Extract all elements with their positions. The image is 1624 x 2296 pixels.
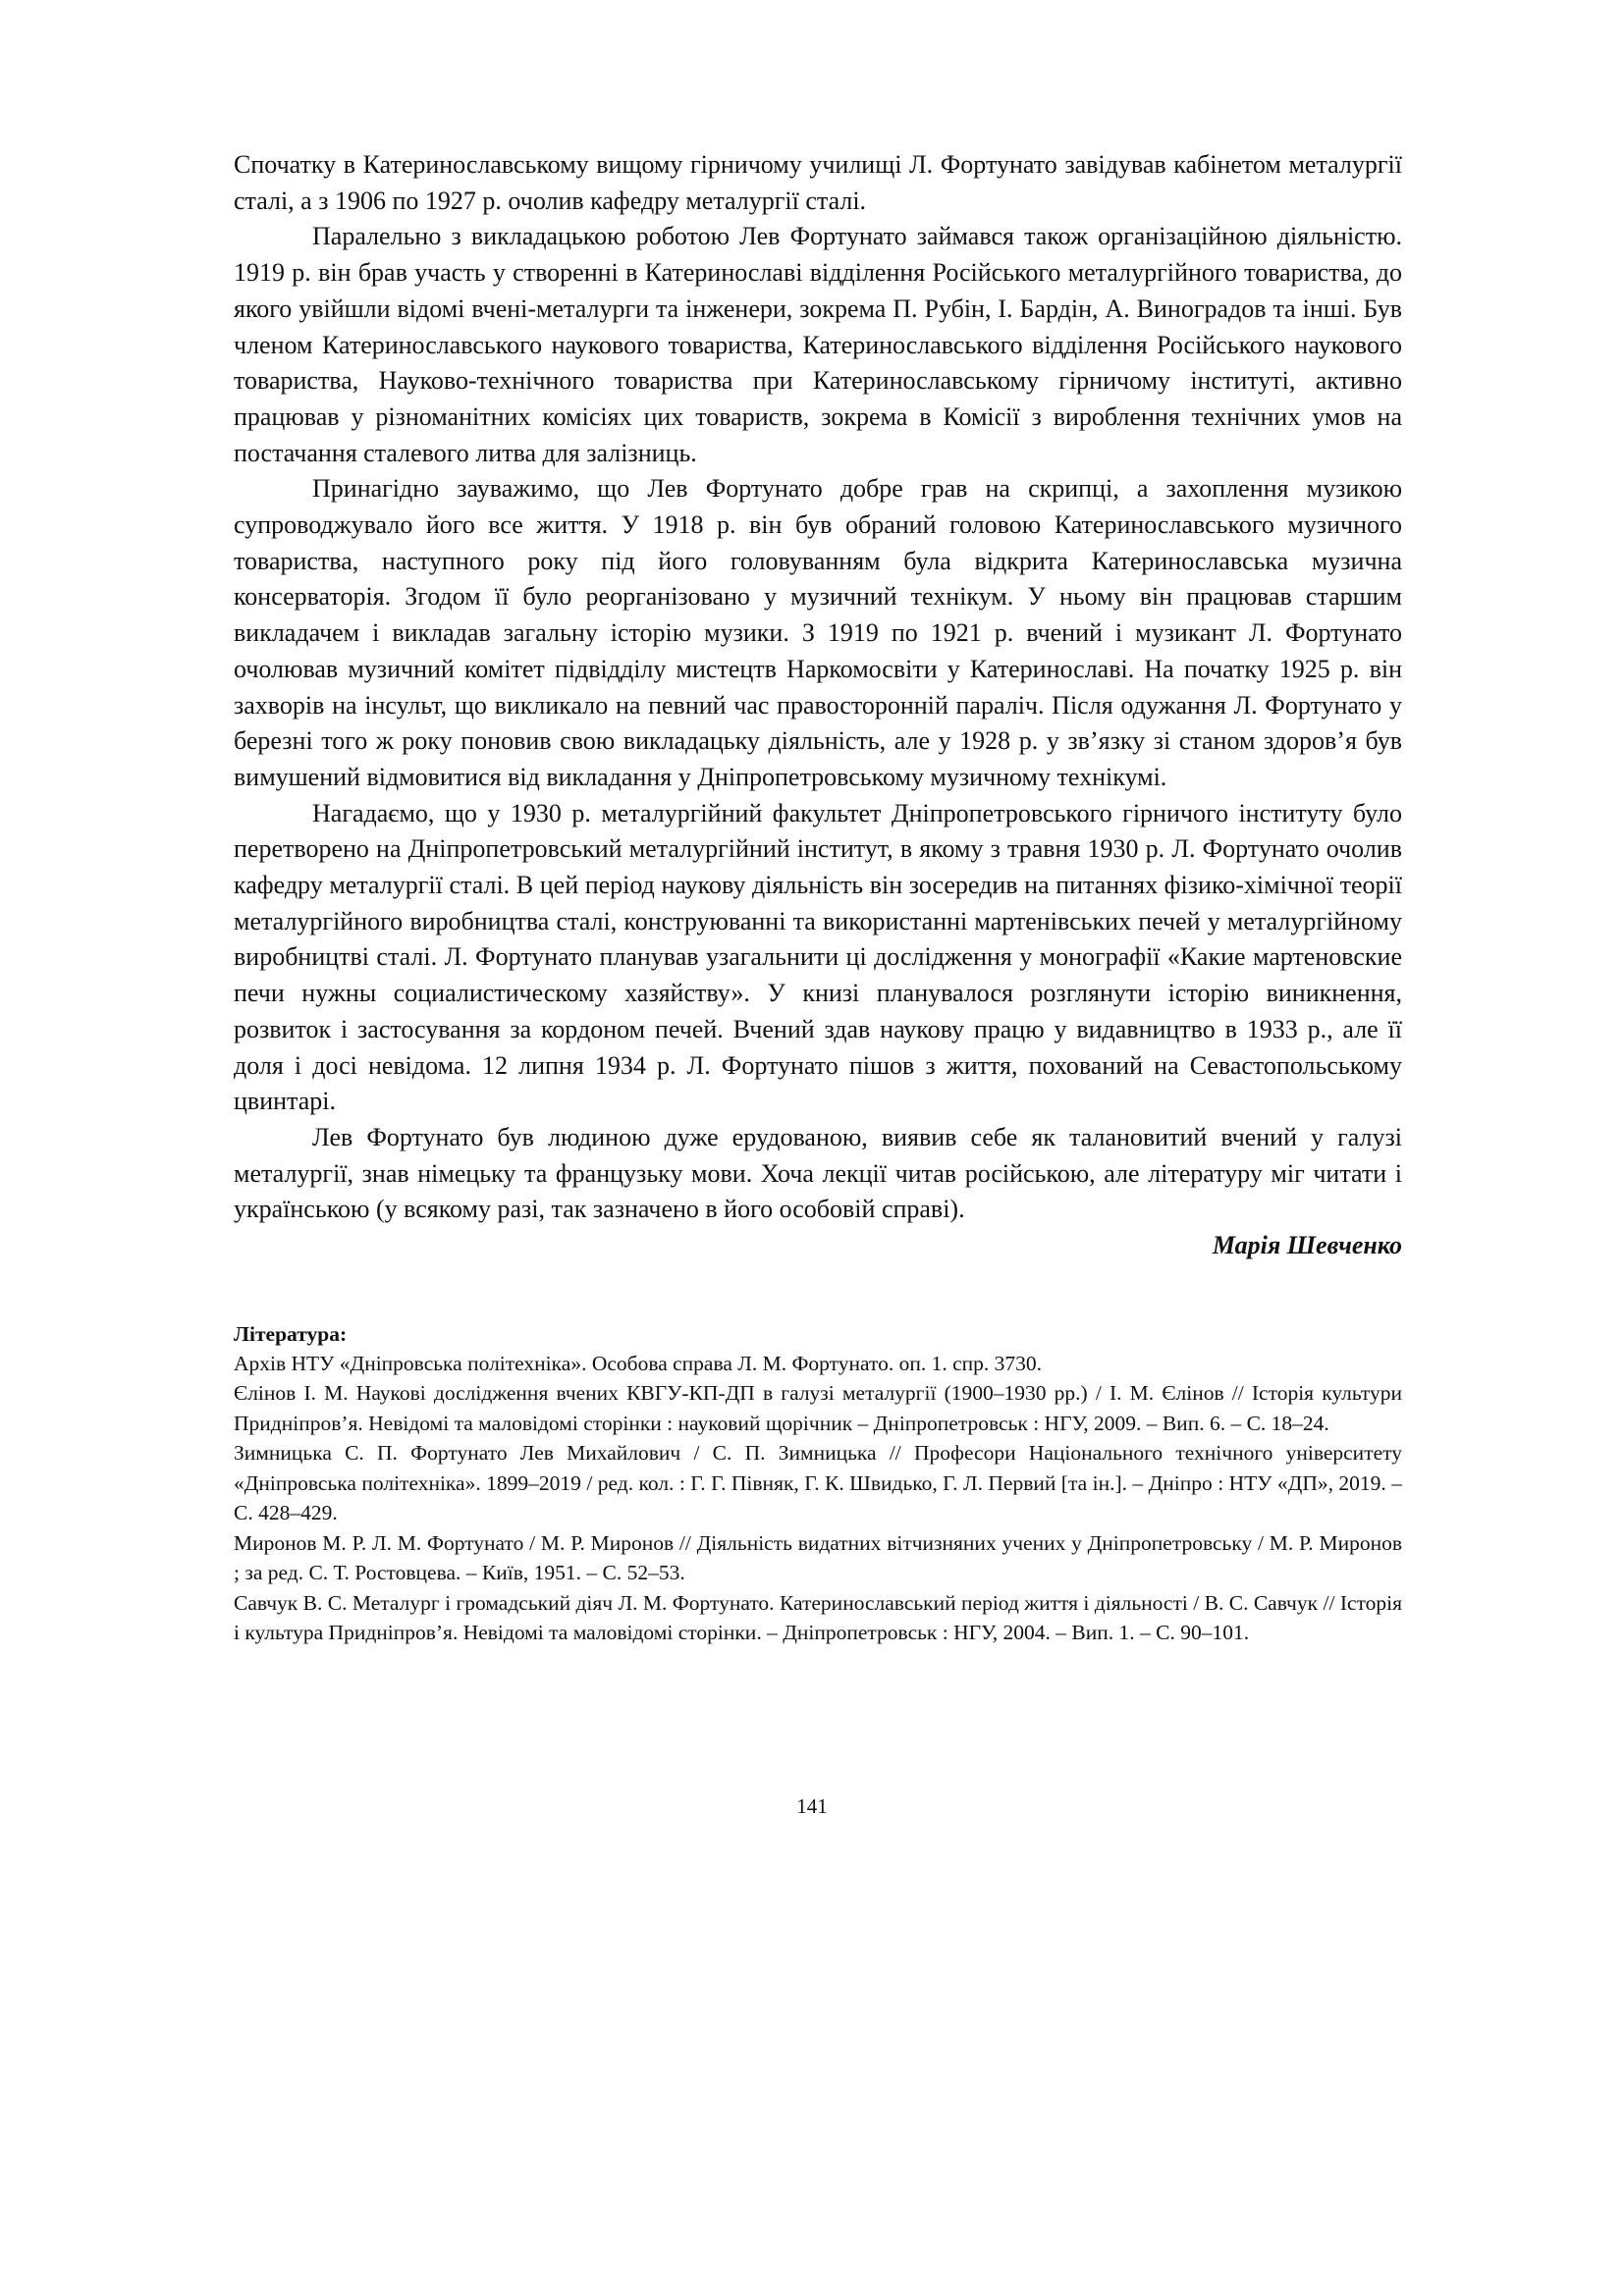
paragraph-1: Спочатку в Катеринославському вищому гірничому училищі Л. Фортунато завідував кабінетом металургії сталі, а з 1906 по 1927 р. очолив кафедру металургії сталі. [234, 150, 1402, 215]
paragraph-3: Принагідно зауважимо, що Лев Фортунато добре грав на скрипці, а захоплення музикою супроводжувало його все життя. У 1918 р. він був обраний головою Катеринославського музичного товариства, наступного року під його головуванням була відкрита Катеринославська музична консерваторія. Згодом її було реорганізовано у музичний технікум. У ньому він працював старшим викладачем і викладав загальну історію музики. З 1919 по 1921 р. вчений і музикант Л. Фортунато очолював музичний комітет підвідділу мистецтв Наркомосвіти у Катеринославі. На початку 1925 р. він захворів на інсульт, що викликало на певний час правосторонній параліч. Після одужання Л. Фортунато у березні того ж року поновив свою викладацьку діяльність, але у 1928 р. у зв’язку зі станом здоров’я був вимушений відмовитися від викладання у Дніпропетровському музичному технікумі. [234, 474, 1402, 791]
literature-item: Савчук В. С. Металург і громадський діяч Л. М. Фортунато. Катеринославський період життя і діяльності / В. С. Савчук // Історія і культура Придніпров’я. Невідомі та маловідомі сторінки. – Дніпропетровськ : НГУ, 2004. – Вип. 1. – С. 90–101. [234, 1590, 1402, 1645]
literature-item: Зимницька С. П. Фортунато Лев Михайлович / С. П. Зимницька // Професори Національного технічного університету «Дніпровська політехніка». 1899–2019 / ред. кол. : Г. Г. Півняк, Г. К. Швидько, Г. Л. Первий [та ін.]. – Дніпро : НТУ «ДП», 2019. – С. 428–429. [234, 1441, 1402, 1525]
author-signature: Марія Шевченко [1212, 1231, 1402, 1260]
paragraph-2: Паралельно з викладацькою роботою Лев Фортунато займався також організаційною діяльністю. 1919 р. він брав участь у створенні в Катеринославі відділення Російського металургійного товариства, до якого увійшли відомі вчені-металурги та інженери, зокрема П. Рубін, І. Бардін, А. Виноградов та інші. Був членом Катеринославського наукового товариства, Катеринославського відділення Російського наукового товариства, Науково-технічного товариства при Катеринославському гірничому інституті, активно працював у різноманітних комісіях цих товариств, зокрема в Комісії з вироблення технічних умов на постачання сталевого литва для залізниць. [234, 222, 1402, 467]
page-number: 141 [796, 1794, 828, 1818]
article-body [234, 147, 1402, 1228]
paragraph-5: Лев Фортунато був людиною дуже ерудованою, виявив себе як талановитий вчений у галузі металургії, знав німецьку та французьку мови. Хоча лекції читав російською, але літературу міг читати і українською (у всякому разі, так зазначено в його особовій справі). [234, 1122, 1402, 1224]
literature-item: Архів НТУ «Дніпровська політехніка». Особова справа Л. М. Фортунато. оп. 1. спр. 3730. [234, 1351, 1043, 1375]
literature-section [234, 1319, 1402, 1648]
literature-item: Миронов М. Р. Л. М. Фортунато / М. Р. Миронов // Діяльність видатних вітчизняних учених у Дніпропетровську / М. Р. Миронов ; за ред. С. Т. Ростовцева. – Київ, 1951. – С. 52–53. [234, 1530, 1402, 1585]
literature-title: Література: [234, 1321, 348, 1346]
paragraph-4: Нагадаємо, що у 1930 р. металургійний факультет Дніпропетровського гірничого інституту було перетворено на Дніпропетровський металургійний інститут, в якому з травня 1930 р. Л. Фортунато очолив кафедру металургії сталі. В цей період наукову діяльність він зосередив на питаннях фізико-хімічної теорії металургійного виробництва сталі, конструюванні та використанні мартенівських печей у металургійному виробництві сталі. Л. Фортунато планував узагальнити ці дослідження у монографії «Какие мартеновские печи нужны социалистическому хазяйству». У книзі планувалося розглянути історію виникнення, розвиток і застосування за кордоном печей. Вчений здав наукову працю у видавництво в 1933 р., але її доля і досі невідома. 12 липня 1934 р. Л. Фортунато пішов з життя, похований на Севастопольському цвинтарі. [234, 798, 1402, 1116]
page-content [234, 147, 1402, 1648]
literature-item: Єлінов І. М. Наукові дослідження вчених КВГУ-КП-ДП в галузі металургії (1900–1930 рр.) / І. М. Єлінов // Історія культури Придніпров’я. Невідомі та маловідомі сторінки : науковий щорічник – Дніпропетровськ : НГУ, 2009. – Вип. 6. – С. 18–24. [234, 1381, 1402, 1435]
